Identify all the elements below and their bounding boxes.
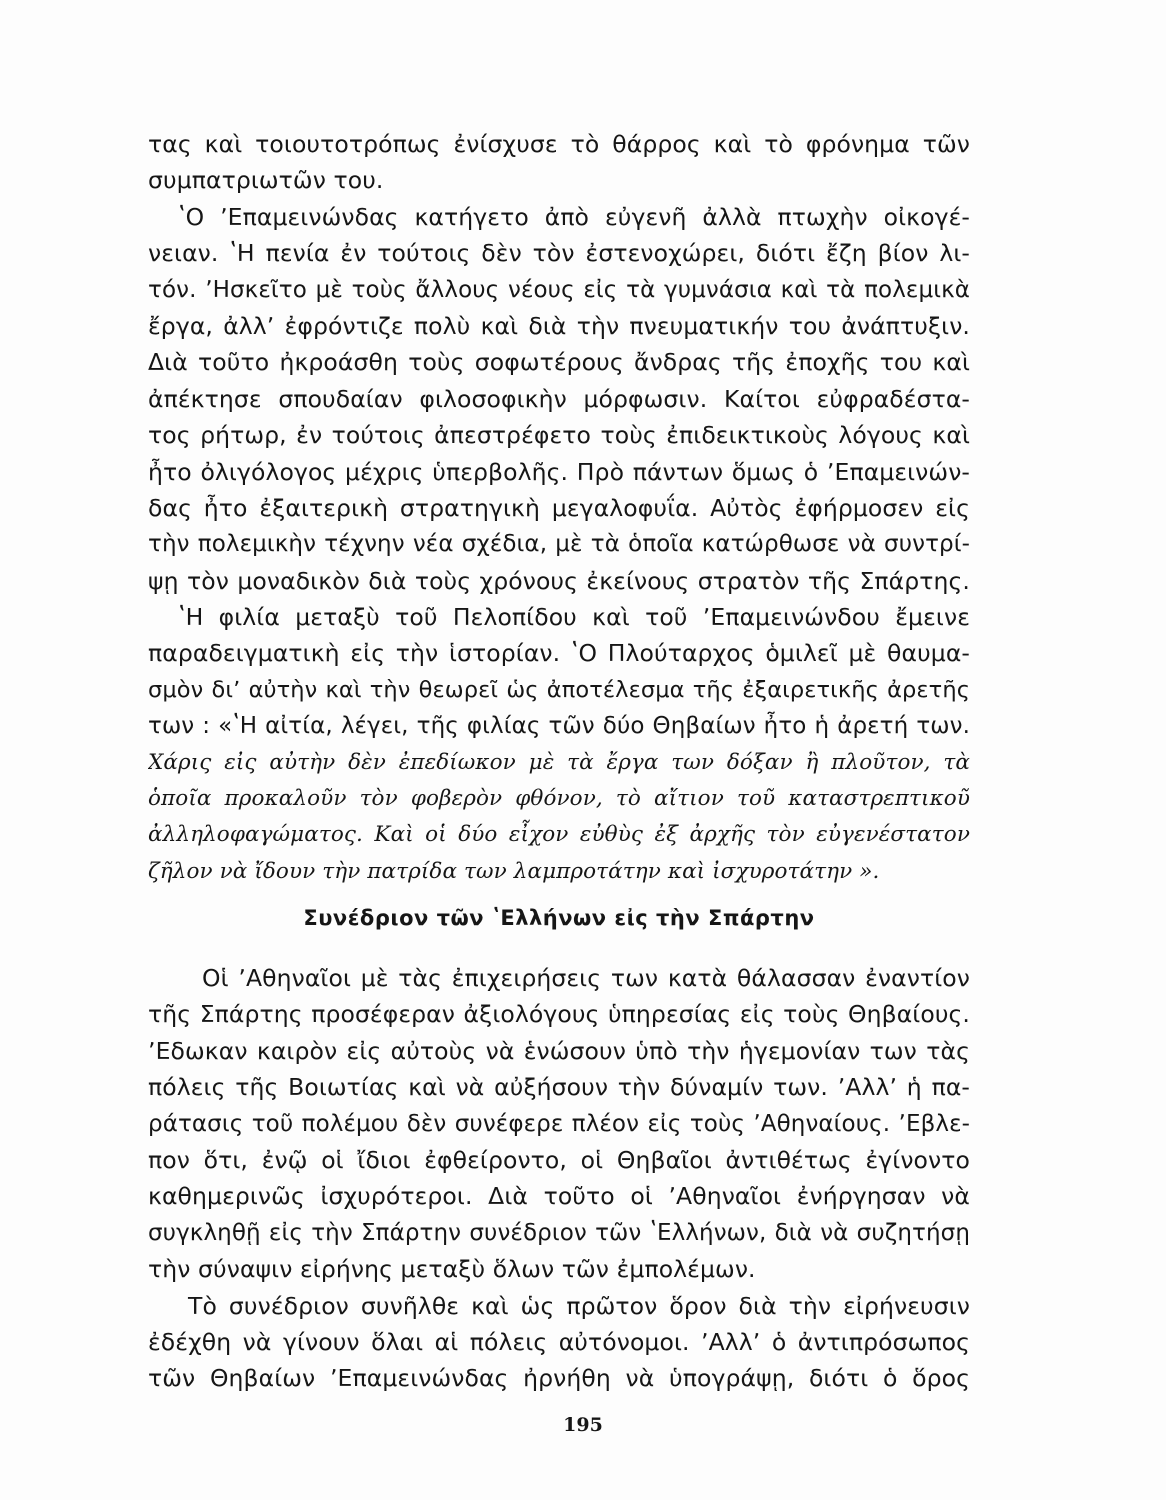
text-line: τὴν πολεμικὴν τέχνην νέα σχέδια, μὲ τὰ ὁποῖα κατώρθωσε νὰ συντρί- [148, 531, 970, 558]
text-line: ψῃ τὸν μοναδικὸν διὰ τοὺς χρόνους ἐκείνους στρατὸν τῆς Σπάρτης. [148, 566, 970, 595]
text-line: πον ὅτι, ἐνῷ οἱ ἴδιοι ἐφθείροντο, οἱ Θηβαῖοι ἀντιθέτως ἐγίνοντο [148, 1145, 970, 1174]
text-line: τὴν σύναψιν εἰρήνης μεταξὺ ὅλων τῶν ἐμπολέμων. [148, 1255, 756, 1284]
text-line: καθημερινῶς ἰσχυρότεροι. Διὰ τοῦτο οἱ ʼΑθηναῖοι ἐνήργησαν νὰ [148, 1182, 970, 1211]
text-line: πόλεις τῆς Βοιωτίας καὶ νὰ αὐξήσουν τὴν δύναμίν των. ʼΑλλʼ ἡ πα- [148, 1073, 970, 1102]
text-line: Οἱ ʼΑθηναῖοι μὲ τὰς ἐπιχειρήσεις των κατὰ θάλασσαν ἐναντίον [202, 964, 970, 992]
text-line: τος ρήτωρ, ἐν τούτοις ἀπεστρέφετο τοὺς ἐπιδεικτικοὺς λόγους καὶ [148, 421, 970, 450]
section-1-text [148, 126, 970, 890]
text-line: ἔργα, ἀλλʼ ἐφρόντιζε πολὺ καὶ διὰ τὴν πνευματικήν του ἀνάπτυξιν. [148, 311, 970, 340]
text-line: ʼΕδωκαν καιρὸν εἰς αὐτοὺς νὰ ἑνώσουν ὑπὸ τὴν ἡγεμονίαν των τὰς [148, 1036, 970, 1065]
text-line: τῆς Σπάρτης προσέφεραν ἀξιολόγους ὑπηρεσίας εἰς τοὺς Θηβαίους. [148, 1000, 970, 1029]
text-line: δας ἦτο ἐξαιτερικὴ στρατηγικὴ μεγαλοφυΐα. Αὐτὸς ἐφήρμοσεν εἰς [148, 493, 970, 522]
text-line: ἀπέκτησε σπουδαίαν φιλοσοφικὴν μόρφωσιν. Καίτοι εὐφραδέστα- [148, 384, 970, 413]
quote-line: ὁποῖα προκαλοῦν τὸν φοβερὸν φθόνον, τὸ αἴτιον τοῦ καταστρεπτικοῦ [148, 786, 970, 812]
page-number: 195 [563, 1414, 603, 1436]
quote-line: ἀλληλοφαγώματος. Καὶ οἱ δύο εἶχον εὐθὺς ἐξ ἀρχῆς τὸν εὐγενέστατον [148, 822, 970, 848]
text-line: σμὸν διʼ αὐτὴν καὶ τὴν θεωρεῖ ὡς ἀποτέλεσμα τῆς ἐξαιρετικῆς ἀρετῆς [148, 676, 970, 703]
quote-line: των : «ʽΗ αἰτία, λέγει, τῆς φιλίας τῶν δύο Θηβαίων ἦτο ἡ ἀρετή των. [148, 713, 970, 740]
text-line: Τὸ συνέδριον συνῆλθε καὶ ὡς πρῶτον ὅρον διὰ τὴν εἰρήνευσιν [188, 1291, 970, 1320]
text-line: συγκληθῇ εἰς τὴν Σπάρτην συνέδριον τῶν ʽΕλλήνων, διὰ νὰ συζητήσῃ [148, 1219, 970, 1246]
text-line: τῶν Θηβαίων ʼΕπαμεινώνδας ἠρνήθη νὰ ὑπογράψῃ, διότι ὁ ὅρος [148, 1364, 970, 1393]
text-line: ʽΗ φιλία μεταξὺ τοῦ Πελοπίδου καὶ τοῦ ʼΕπαμεινώνδου ἔμεινε [178, 603, 970, 632]
text-line: τόν. ʼΗσκεῖτο μὲ τοὺς ἄλλους νέους εἰς τὰ γυμνάσια καὶ τὰ πολεμικὰ [148, 276, 970, 303]
text-line: συμπατριωτῶν του. [148, 166, 384, 195]
text-line: νειαν. ʽΗ πενία ἐν τούτοις δὲν τὸν ἐστενοχώρει, διότι ἔζη βίον λι- [148, 239, 970, 268]
text-line: Διὰ τοῦτο ἠκροάσθη τοὺς σοφωτέρους ἄνδρας τῆς ἐποχῆς του καὶ [148, 348, 970, 377]
text-line: ʽΟ ʼΕπαμεινώνδας κατήγετο ἀπὸ εὐγενῆ ἀλλὰ πτωχὴν οἰκογέ- [178, 202, 970, 231]
text-line: τας καὶ τοιουτοτρόπως ἐνίσχυσε τὸ θάρρος καὶ τὸ φρόνημα τῶν [148, 130, 970, 158]
quote-line: Χάρις εἰς αὐτὴν δὲν ἐπεδίωκον μὲ τὰ ἔργα των δόξαν ἢ πλοῦτον, τὰ [148, 749, 970, 775]
quote-line: ζῆλον νὰ ἴδουν τὴν πατρίδα των λαμπροτάτην καὶ ἰσχυροτάτην ». [148, 858, 880, 884]
section-heading: Συνέδριον τῶν ʽΕλλήνων εἰς τὴν Σπάρτην [303, 906, 815, 930]
text-line: ἦτο ὀλιγόλογος μέχρις ὑπερβολῆς. Πρὸ πάντων ὅμως ὁ ʼΕπαμεινών- [148, 457, 970, 486]
text-line: ἐδέχθη νὰ γίνουν ὅλαι αἱ πόλεις αὐτόνομοι. ʼΑλλʼ ὁ ἀντιπρόσωπος [148, 1327, 970, 1356]
text-line: παραδειγματικὴ εἰς τὴν ἱστορίαν. ʽΟ Πλούταρχος ὁμιλεῖ μὲ θαυμα- [148, 639, 970, 668]
text-line: ράτασις τοῦ πολέμου δὲν συνέφερε πλέον εἰς τοὺς ʼΑθηναίους. ʼΕβλε- [148, 1110, 970, 1137]
section-2-text [148, 960, 970, 1397]
